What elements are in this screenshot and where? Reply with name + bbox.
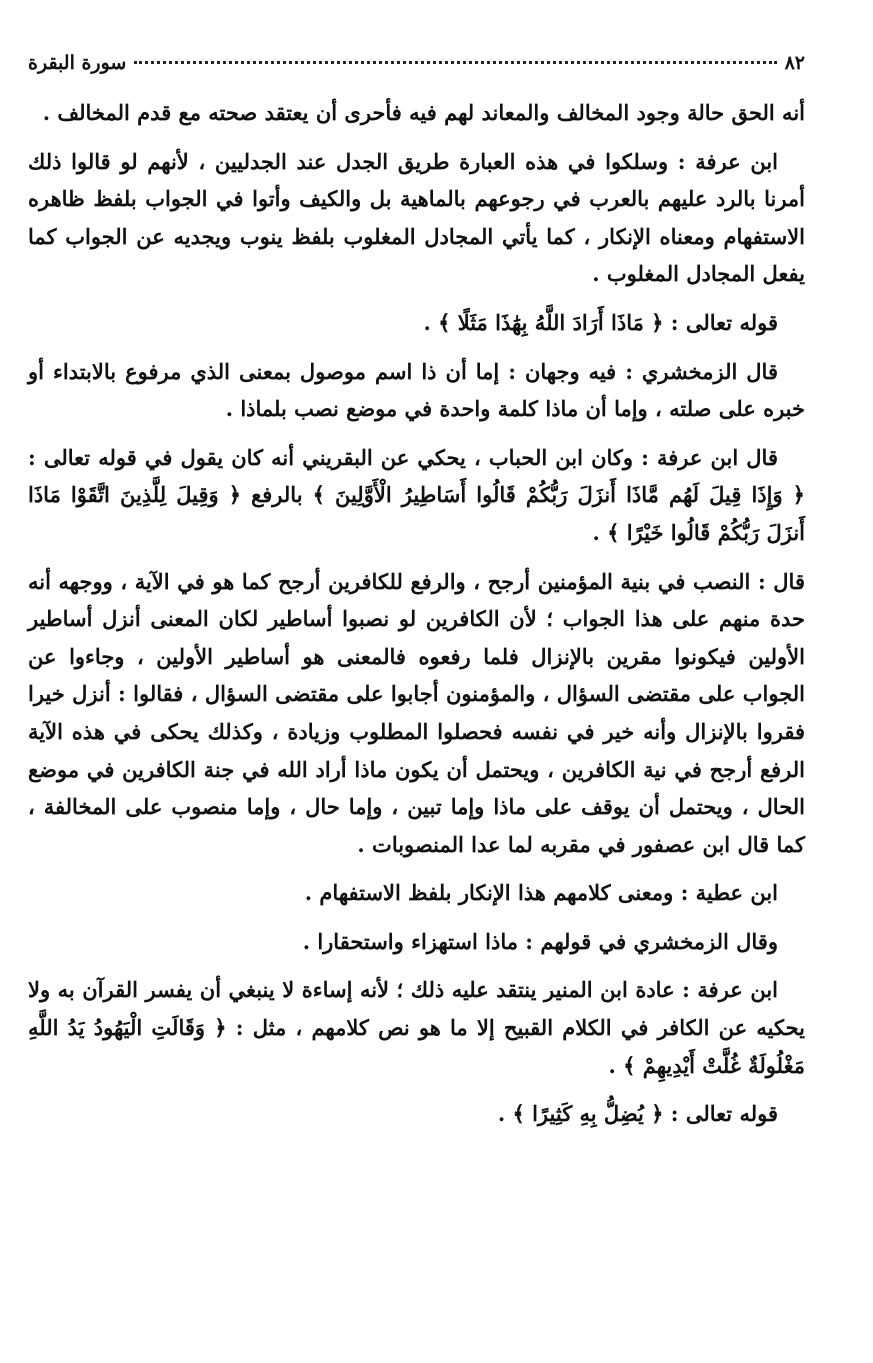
paragraph: أنه الحق حالة وجود المخالف والمعاند لهم فيه فأحرى أن يعتقد صحته مع قدم المخالف . xyxy=(42,100,805,125)
paragraph: قال الزمخشري : فيه وجهان : إما أن ذا اسم موصول بمعنى الذي مرفوع بالابتداء أو خبره على صلته ، وإما أن ماذا كلمة واحدة في موضع نصب بلماذا . xyxy=(28,358,805,422)
paragraph: قوله تعالى : ﴿ مَاذَا أَرَادَ اللَّهُ بِهَٰذَا مَثَلًا ﴾ . xyxy=(423,309,778,335)
paragraph: قال ابن عرفة : وكان ابن الحباب ، يحكي عن البقريني أنه كان يقول في قوله تعالى : ﴿ وَإِذَا قِيلَ لَهُم مَّاذَا أَنزَلَ رَبُّكُمْ قَالُوا أَسَاطِيرُ الْأَوَّلِينَ ﴾ بالرفع ﴿ وَقِيلَ لِلَّذِينَ اتَّقَوْا مَاذَا أَنزَلَ رَبُّكُمْ قَالُوا خَيْرًا ﴾ . xyxy=(28,444,805,545)
running-header xyxy=(28,52,805,74)
paragraph: ابن عطية : ومعنى كلامهم هذا الإنكار بلفظ الاستفهام . xyxy=(304,880,778,906)
paragraph: قال : النصب في بنية المؤمنين أرجح ، والرفع للكافرين أرجح كما هو في الآية ، ووجهه أنه حدة منهم على هذا الجواب ؛ لأن الكافرين لو نصبوا أساطير لكان المعنى أنزل أساطير الأولين فيكونوا مقرين بالإنزال فلما رفعوه فالمعنى هو أساطير الأولين ، وجاءوا عن الجواب على مقتضى السؤال ، والمؤمنون أجابوا على مقتضى السؤال ، فقالوا : أنزل خيرا فقروا بالإنزال وأنه خير في نفسه فحصلوا المطلوب وزيادة ، وكذلك يحكى في هذه الآية الرفع أرجح في نية الكافرين ، ويحتمل أن يكون ماذا أراد الله في جنة الكافرين في موضع الحال ، ويحتمل أن يوقف على ماذا وإما تبين ، وإما حال ، وإما منصوب على المخالفة ، كما قال ابن عصفور في مقربه لما عدا المنصوبات . xyxy=(28,568,805,857)
page-number: ٨٢ xyxy=(784,52,805,74)
paragraph: قوله تعالى : ﴿ يُضِلُّ بِهِ كَثِيرًا ﴾ . xyxy=(497,1101,778,1127)
paragraph: ابن عرفة : عادة ابن المنير ينتقد عليه ذلك ؛ لأنه إساءة لا ينبغي أن يفسر القرآن به ولا يحكيه عن الكافر في الكلام القبيح إلا ما هو نص كلامهم ، مثل : ﴿ وَقَالَتِ الْيَهُودُ يَدُ اللَّهِ مَغْلُولَةٌ غُلَّتْ أَيْدِيهِمْ ﴾ . xyxy=(28,977,805,1078)
header-dotted-leader xyxy=(134,61,776,64)
page-body xyxy=(28,94,805,1133)
surah-title: سورة البقرة xyxy=(28,52,127,74)
paragraph: ابن عرفة : وسلكوا في هذه العبارة طريق الجدل عند الجدليين ، لأنهم لو قالوا ذلك أمرنا بالرد عليهم بالعرب في رجوعهم بالماهية بل والكيف وأتوا في الجواب بلفظ ظاهره الاستفهام ومعناه الإنكار ، كما يأتي المجادل المغلوب بلفظ ينوب ويجديه عن الجواب كما يفعل المجادل المغلوب . xyxy=(28,148,805,287)
paragraph: وقال الزمخشري في قولهم : ماذا استهزاء واستحقارا . xyxy=(302,928,778,954)
